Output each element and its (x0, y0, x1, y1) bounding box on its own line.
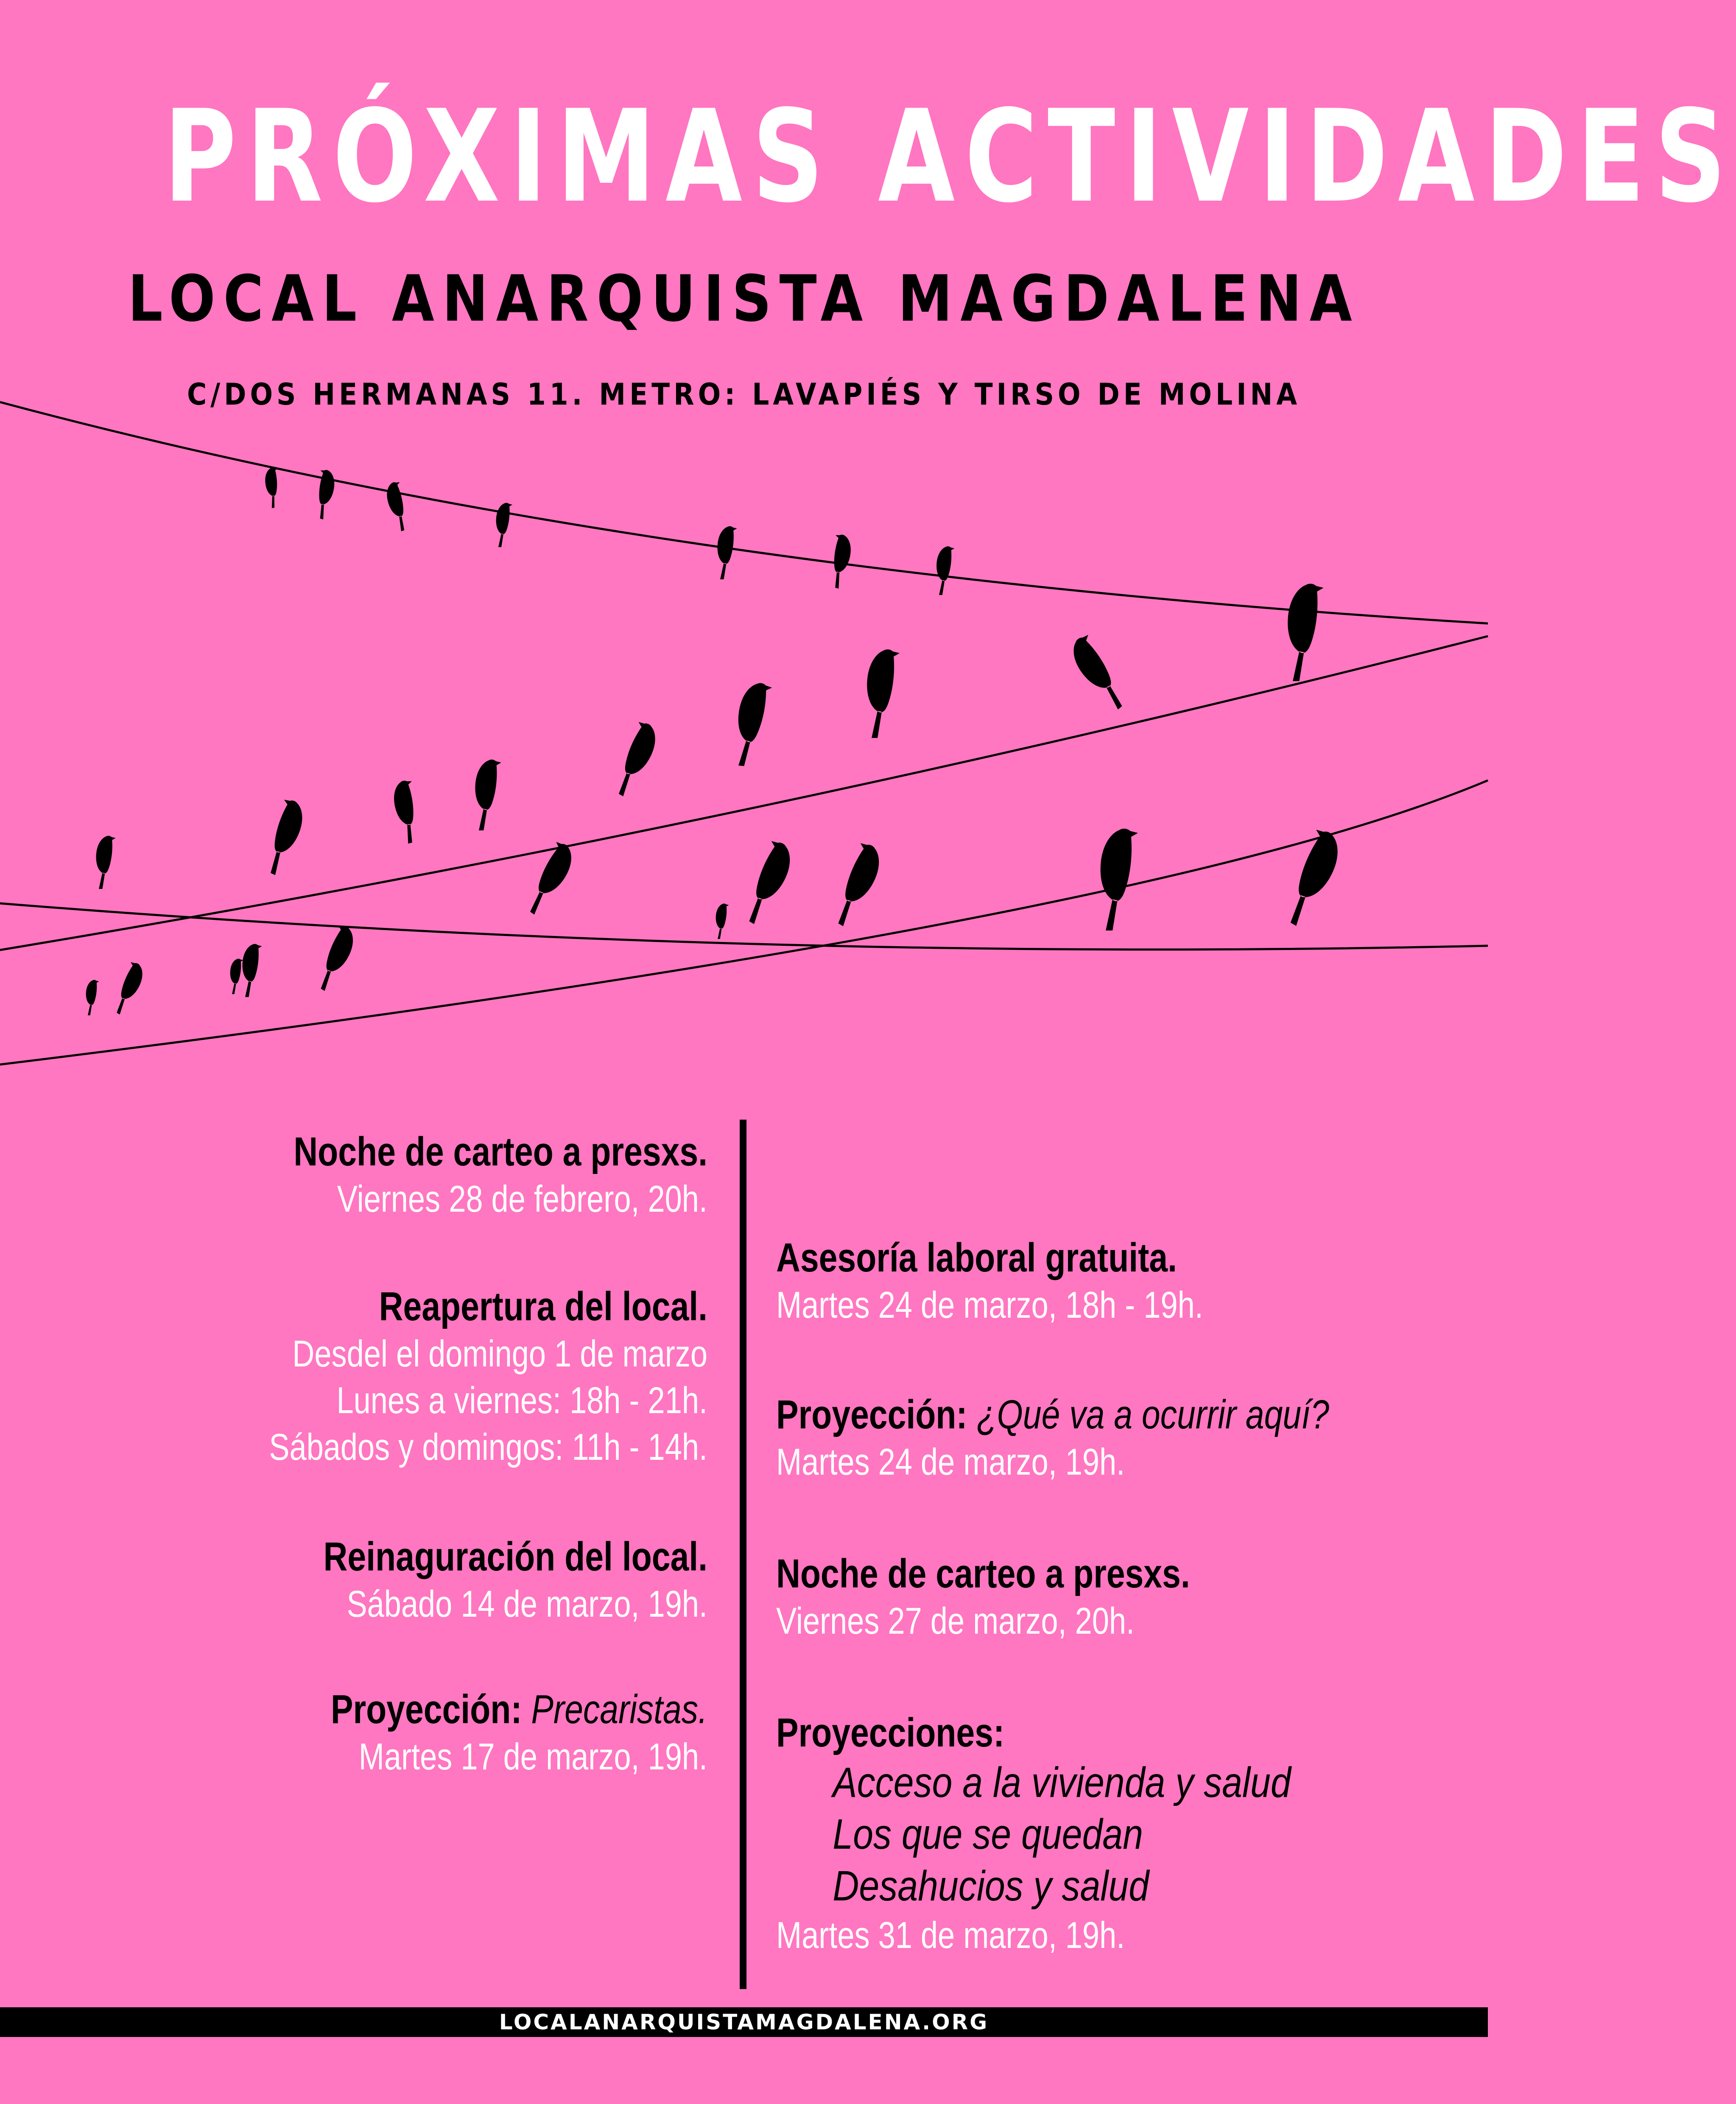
event-item (776, 1391, 1438, 1485)
bird-icon (731, 838, 800, 926)
film-title: Acceso a la vivienda y salud (833, 1759, 1291, 1806)
event-title (776, 1391, 1329, 1439)
bird-icon (820, 840, 889, 928)
bird-icon (307, 923, 361, 992)
wire (0, 636, 1488, 950)
event-title: Proyecciones: (776, 1710, 1005, 1755)
event-title: Reinaguración del local. (323, 1534, 707, 1579)
bird-icon (867, 649, 900, 738)
bird-icon (936, 546, 954, 595)
bird-icon (734, 682, 772, 768)
bird-icon (1064, 632, 1138, 712)
event-title: Noche de carteo a presxs. (776, 1551, 1190, 1596)
event-title: Reapertura del local. (379, 1284, 707, 1329)
event-item (114, 1533, 707, 1627)
event-schedule: Sábados y domingos: 11h - 14h. (269, 1426, 707, 1468)
event-date: Martes 24 de marzo, 18h - 19h. (776, 1284, 1203, 1326)
event-item (114, 1686, 707, 1780)
event-title: Noche de carteo a presxs. (294, 1129, 707, 1174)
birds-on-wires-icon (0, 382, 1488, 1124)
bird-icon (475, 760, 501, 830)
bird-icon (496, 503, 512, 547)
bird-icon (243, 944, 262, 997)
event-title-prefix: Proyección: (776, 1392, 977, 1437)
film-title: Los que se quedan (833, 1811, 1143, 1858)
bird-icon (718, 526, 737, 579)
event-date: Martes 24 de marzo, 19h. (776, 1441, 1125, 1483)
poster-title: PRÓXIMAS ACTIVIDADES (163, 83, 1736, 231)
wire (0, 780, 1488, 1065)
bird-icon (263, 467, 284, 509)
bird-icon (1101, 829, 1138, 930)
event-date: Martes 17 de marzo, 19h. (358, 1735, 707, 1777)
bird-icon (716, 903, 729, 939)
bird-icon (382, 480, 416, 532)
event-title: Asesoría laboral gratuita. (776, 1235, 1177, 1280)
venue-name: LOCAL ANARQUISTA MAGDALENA (128, 262, 1360, 336)
event-date: Viernes 27 de marzo, 20h. (776, 1600, 1135, 1642)
film-title: Desahucios y salud (833, 1862, 1149, 1910)
bird-icon (1288, 584, 1323, 681)
event-item (776, 1234, 1438, 1328)
event-item (114, 1128, 707, 1222)
wire (0, 903, 1488, 950)
event-title-prefix: Proyección: (330, 1687, 531, 1732)
bird-icon (230, 958, 243, 994)
event-date: Desdel el domingo 1 de marzo (292, 1333, 707, 1375)
bird-icon (96, 836, 116, 889)
venue-address: C/DOS HERMANAS 11. METRO: LAVAPIÉS Y TIRSO DE MOLINA (187, 377, 1301, 412)
event-schedule: Lunes a viernes: 18h - 21h. (336, 1379, 707, 1421)
event-title-film: ¿Qué va a ocurrir aquí? (976, 1392, 1329, 1437)
event-date: Sábado 14 de marzo, 19h. (347, 1583, 707, 1625)
website-link[interactable]: LOCALANARQUISTAMAGDALENA.ORG (0, 2007, 1488, 2037)
bird-icon (389, 779, 427, 844)
event-date: Martes 31 de marzo, 19h. (776, 1914, 1125, 1956)
event-title (221, 1686, 707, 1733)
event-title-film: Precaristas. (531, 1687, 707, 1732)
wire (0, 402, 1488, 623)
event-item (776, 1550, 1438, 1644)
bird-icon (105, 960, 149, 1016)
bird-icon (86, 980, 99, 1015)
bird-icon (254, 797, 310, 877)
bird-icon (603, 719, 664, 798)
event-date: Viernes 28 de febrero, 20h. (337, 1178, 707, 1220)
column-divider (740, 1120, 746, 1989)
event-item (776, 1709, 1438, 1959)
event-item (114, 1283, 707, 1470)
